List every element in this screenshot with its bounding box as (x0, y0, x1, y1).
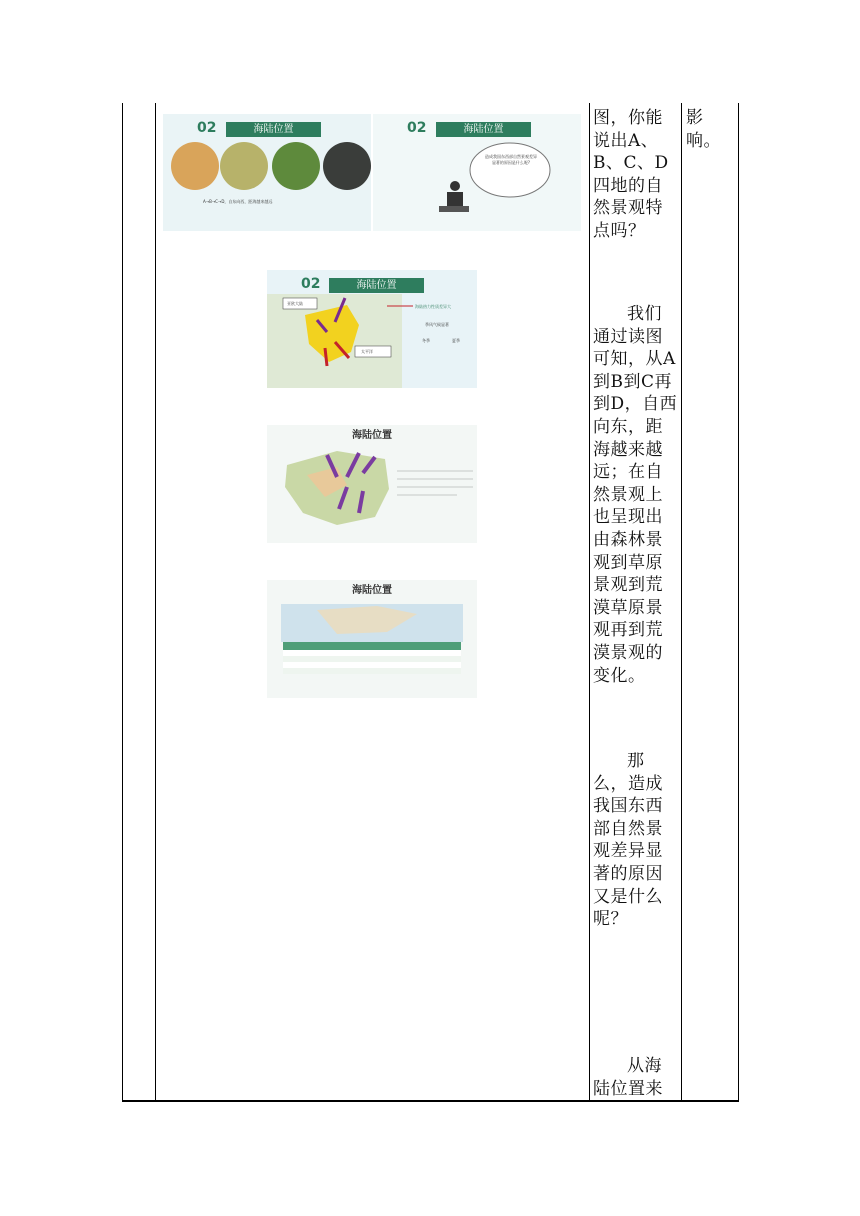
column-divider-1 (155, 103, 156, 1102)
paragraph-4-cell (593, 1055, 679, 1100)
photo-desert-grass (272, 142, 320, 190)
column-divider-2 (589, 103, 590, 1102)
table-row (283, 656, 461, 662)
flow-top: 海陆热力性质差异大 (415, 304, 451, 309)
table-border-left (122, 103, 123, 1102)
speech-bubble (470, 143, 550, 197)
flow-mid: 季风气候显著 (425, 322, 449, 327)
slide-winter-monsoon (267, 425, 477, 543)
column-divider-3 (681, 103, 682, 1102)
photo-desert (323, 142, 371, 190)
slide-title: 海陆位置 (352, 585, 392, 596)
podium-icon (439, 206, 469, 212)
slide-landscape-comparison (163, 114, 371, 231)
slide-number: 02 (197, 120, 217, 136)
paragraph-3: 那么，造成我国东西部自然景观差异显著的原因又是什么呢？ (593, 751, 663, 930)
table-row (283, 668, 461, 674)
ocean-label: 太平洋 (361, 349, 373, 354)
paragraph-2-cell (593, 303, 679, 687)
flow-summer: 夏季 (452, 338, 460, 343)
table-border-bottom (122, 1100, 739, 1102)
slide-world-map-table (267, 580, 477, 698)
slide-monsoon-map (267, 270, 477, 388)
landscape-photos (163, 114, 371, 231)
table-row (283, 650, 461, 656)
wind-arrow (325, 348, 327, 366)
far-right-text: 影响。 (686, 108, 721, 151)
right-column-text (593, 107, 679, 243)
speaker-head-icon (450, 181, 460, 191)
photo-forest (171, 142, 219, 190)
paragraph-2: 我们通过读图可知，从A到B到C再到D，自西向东，距海越来越远；在自然景观上也呈现出由森林景观到草原景观到荒漠草原景观再到荒漠景观的变化。 (593, 304, 678, 686)
world-map (267, 580, 477, 698)
continent-label: 亚欧大陆 (287, 301, 303, 306)
slide-title: 海陆位置 (436, 122, 531, 137)
slide-title: 海陆位置 (352, 430, 392, 441)
paragraph-4: 从海陆位置来 (593, 1056, 663, 1099)
monsoon-map (267, 270, 477, 388)
table-row (283, 662, 461, 668)
speaker-body-icon (447, 192, 463, 208)
paragraph-1: 图，你能说出A、B、C、D四地的自然景观特点吗？ (593, 108, 669, 241)
china-terrain-map (267, 425, 477, 543)
slide-number: 02 (407, 120, 427, 136)
far-right-column-text (686, 107, 736, 152)
paragraph-3-cell (593, 750, 679, 931)
slide-question (373, 114, 581, 231)
flow-winter: 冬季 (422, 338, 430, 343)
slide-title: 海陆位置 (329, 278, 424, 293)
table-border-right (738, 103, 739, 1102)
slide-number: 02 (301, 276, 321, 292)
bubble-text: 造成我国东西部自然景观差异显著的原因是什么呢? (485, 154, 537, 165)
table-header (283, 642, 461, 650)
speaker-graphic (373, 114, 581, 231)
slide-title: 海陆位置 (226, 122, 321, 137)
slide-caption: A→B→C→D，自东向西，距海越来越远 (203, 199, 273, 204)
photo-grassland (220, 142, 268, 190)
